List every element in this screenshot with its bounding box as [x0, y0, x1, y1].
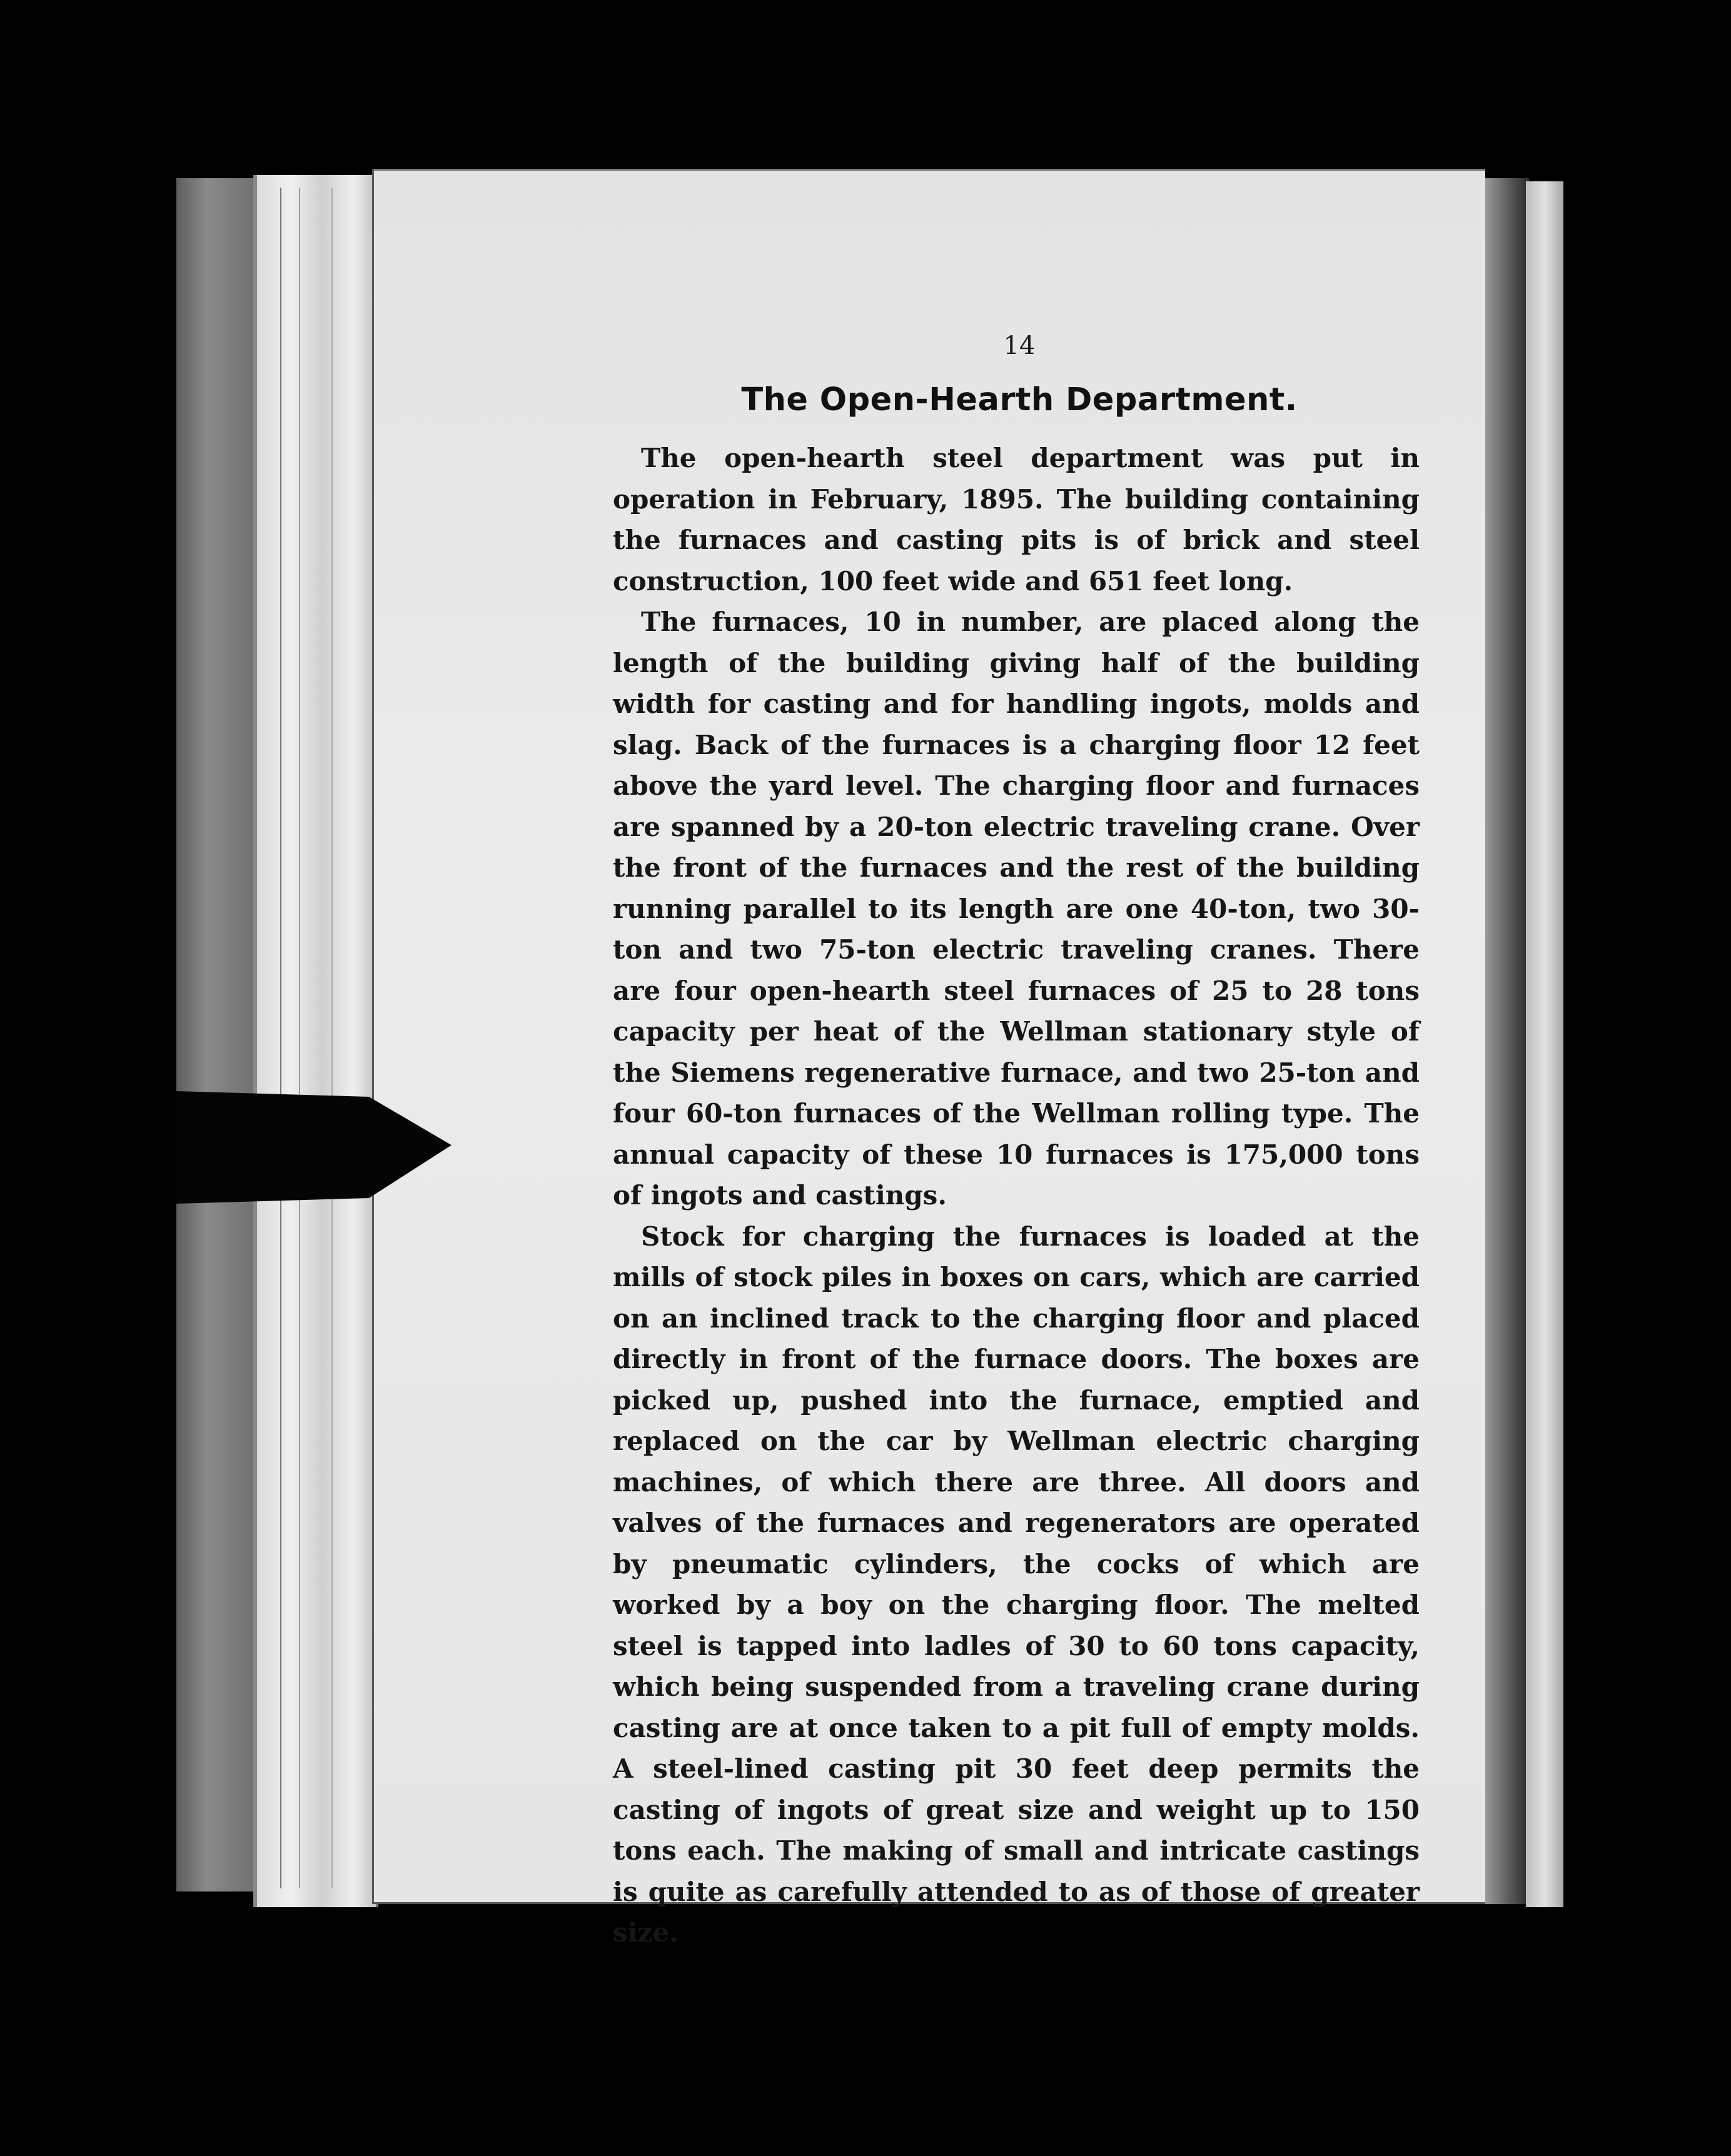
- stacked-page-edges: [253, 175, 378, 1907]
- page-edge-line: [280, 188, 281, 1888]
- page-gutter-shadow: [1485, 178, 1529, 1904]
- page-number: 14: [1003, 331, 1036, 360]
- page-edge-line: [331, 188, 333, 1888]
- page-edge-line: [299, 188, 300, 1888]
- page-body: [613, 438, 1420, 1953]
- paragraph: The furnaces, 10 in number, are placed along the length of the building giving half of the building width for casting and for handling ingots, molds and slag. Back of the furnaces is a charging floor 12 feet above the yard level. The charging floor and furnaces are spanned by a 20-ton electric traveling crane. Over the front of the furnaces and the rest of the building running parallel to its length are one 40-ton, two 30-ton and two 75-ton electric traveling cranes. There are four open-hearth steel furnaces of 25 to 28 tons capacity per heat of the Wellman stationary style of the Siemens regenerative furnace, and two 25-ton and four 60-ton furnaces of the Wellman rolling type. The annual capacity of these 10 furnaces is 175,000 tons of ingots and castings.: [613, 607, 1420, 1211]
- facing-page-edge: [1526, 181, 1563, 1907]
- paragraph: The open-hearth steel department was put in operation in February, 1895. The building containing the furnaces and casting pits is of brick and steel construction, 100 feet wide and 651 feet long.: [613, 443, 1420, 597]
- book-spine-edge: [176, 178, 264, 1892]
- paragraph: Stock for charging the furnaces is loaded at the mills of stock piles in boxes on cars, which are carried on an inclined track to the charging floor and placed directly in front of the furnace doors. The boxes are picked up, pushed into the furnace, emptied and replaced on the car by Wellman electric charging machines, of which there are three. All doors and valves of the furnaces and regenerators are operated by pneumatic cylinders, the cocks of which are worked by a boy on the charging floor. The melted steel is tapped into ladles of 30 to 60 tons capacity, which being suspended from a traveling crane during casting are at once taken to a pit full of empty molds. A steel-lined casting pit 30 feet deep permits the casting of ingots of great size and weight up to 150 tons each. The making of small and intricate castings is quite as carefully attended to as of those of greater size.: [613, 1221, 1420, 1948]
- page-title: The Open-Hearth Department.: [741, 381, 1298, 418]
